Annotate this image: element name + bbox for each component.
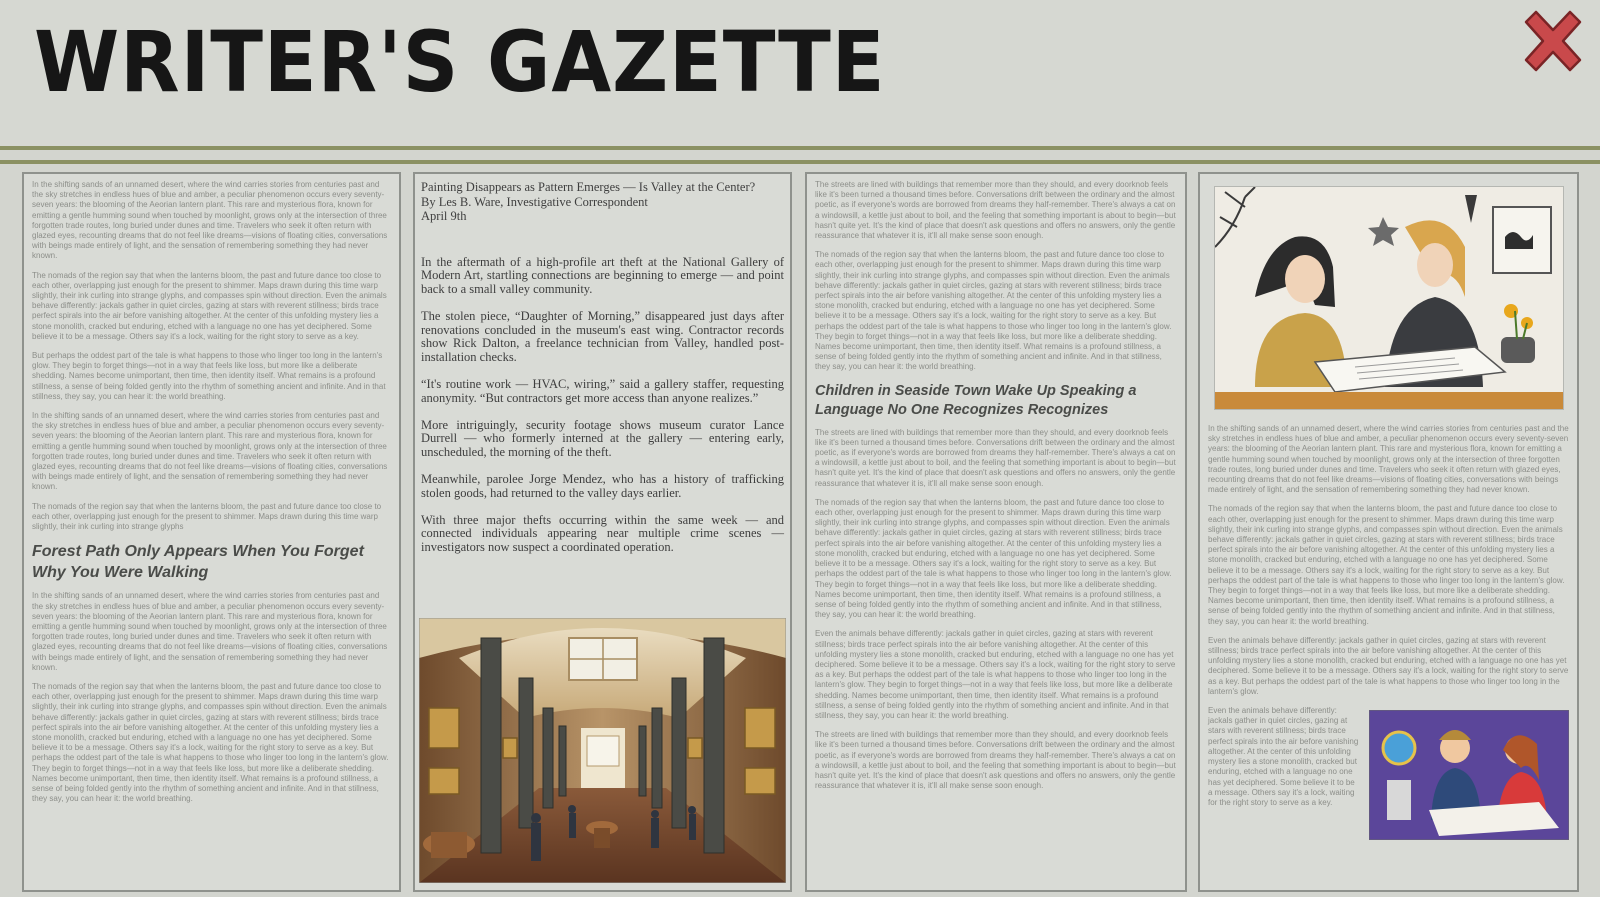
column-paragraph: Even the animals behave differently: jackals gather in quiet circles, gazing at stars with reverent stillness; birds trace perfect spirals into the air before vanishing altogether. At the center of this unfolding mystery lies a stone monolith, cracked but enduring, etched with a language no one has yet deciphered. Some believe it to be a message. Others say it's a lock, waiting for the right story to serve as a key. But perhaps the oddest part of the tale is what happens to those who linger too long in the lantern's glow. They begin to forget things—not in a way that feels like loss, but more like a deliberate shedding. Names become unimportant, then time, then identity itself. What remains is a profound stillness, a sense of being folded gently into the rhythm of something ancient and infinite. And in that stillness, they say, you can hear it: the world breathing.	[815, 629, 1176, 720]
column-paragraph: The nomads of the region say that when the lanterns bloom, the past and future dance too close to each other, overlapping just enough for the present to shimmer. Maps drawn during this time warp slightly, their ink curling into strange glyphs, and compasses spin without direction. Even the animals behave differently: jackals gather in quiet circles, gazing at stars with reverent stillness; birds trace perfect spirals into the air before vanishing altogether. At the center of this unfolding mystery lies a stone monolith, cracked but enduring, etched with a language no one has yet deciphered. Some believe it to be a message. Others say it's a lock, waiting for the right story to serve as a key. But perhaps the oddest part of the tale is what happens to those who linger too long in the lantern's glow. They begin to forget things—not in a way that feels like loss, but more like a deliberate shedding. Names become unimportant, then time, then identity itself. What remains is a profound stillness, a sense of being folded gently into the rhythm of something ancient and infinite. And in that stillness, they say, you can hear it: the world breathing.	[815, 497, 1172, 620]
close-x-icon	[1518, 8, 1588, 74]
column-paragraph: In the shifting sands of an unnamed desert, where the wind carries stories from centuries past and the sky stretches in endless hues of blue and amber, a peculiar phenomenon occurs every seventy-seven years: the blooming of the Aeorian lantern plant. This rare and mysterious flora, known for emitting a gentle humming sound when touched by moonlight, grows only at the intersection of three forgotten trade routes, long buried under dunes and time. Travelers who seek it often return with glazed eyes, recounting dreams that do not feel like dreams—visions of floating cities, conversations with beings made entirely of light, and the sensation of remembering something they had never known.	[32, 411, 388, 492]
column-paragraph: Even the animals behave differently: jackals gather in quiet circles, gazing at stars with reverent stillness; birds trace perfect spirals into the air before vanishing altogether. At the center of this unfolding mystery lies a stone monolith, cracked but enduring, etched with a language no one has yet deciphered. Some believe it to be a message. Others say it's a lock, waiting for the right story to serve as a key.	[1208, 706, 1359, 807]
column-right	[1198, 172, 1579, 892]
museum-gallery-image	[419, 618, 786, 883]
column-lead-article	[413, 172, 792, 892]
article-paragraph: “It's routine work — HVAC, wiring,” said a gallery staffer, requesting anonymity. “But contractors get more access than anyone realizes.”	[421, 377, 784, 405]
column-paragraph: The streets are lined with buildings that remember more than they should, and every doorknob feels like it's been turned a thousand times before. Conversations drift between the ordinary and the almost poetic, as if everyone's words are borrowed from dreams they half-remember. There's always a cat on a windowsill, a kettle just about to boil, and the feeling that something important is about to begin—but hasn't quite yet. It's the kind of place that doesn't ask questions and offers no answers, only the gentle reassurance that whatever it is, it'll all make sense soon enough.	[815, 180, 1176, 241]
column-paragraph: The streets are lined with buildings that remember more than they should, and every doorknob feels like it's been turned a thousand times before. Conversations drift between the ordinary and the almost poetic, as if everyone's words are borrowed from dreams they half-remember. There's always a cat on a windowsill, a kettle just about to boil, and the feeling that something important is about to begin—but hasn't quite yet. It's the kind of place that doesn't ask questions and offers no answers, only the gentle reassurance that whatever it is, it'll all make sense soon enough.	[815, 427, 1176, 488]
article-paragraph: The stolen piece, “Daughter of Morning,” disappeared just days after renovations concluded in the museum's east wing. Contractor records show Rick Dalton, a freelance technician from Valley, handled post-installation checks.	[421, 308, 784, 365]
column-paragraph: The nomads of the region say that when the lanterns bloom, the past and future dance too close to each other, overlapping just enough for the present to shimmer. Maps drawn during this time warp slightly, their ink curling into strange glyphs, and compasses spin without direction. Even the animals behave differently: jackals gather in quiet circles, gazing at stars with reverent stillness; birds trace perfect spirals into the air before vanishing altogether. At the center of this unfolding mystery lies a stone monolith, cracked but enduring, etched with a language no one has yet deciphered. Some believe it to be a message. Others say it's a lock, waiting for the right story to serve as a key. But perhaps the oddest part of the tale is what happens to those who linger too long in the lantern's glow. They begin to forget things—not in a way that feels like loss, but more like a deliberate shedding. Names become unimportant, then time, then identity itself. What remains is a profound stillness, a sense of being folded gently into the rhythm of something ancient and infinite. And in that stillness, they say, you can hear it: the world breathing.	[1208, 504, 1565, 626]
masthead-rule-bottom	[0, 160, 1600, 164]
column-center-right	[805, 172, 1187, 892]
column-paragraph: The nomads of the region say that when the lanterns bloom, the past and future dance too close to each other, overlapping just enough for the present to shimmer. Maps drawn during this time warp slightly, their ink curling into strange glyphs, and compasses spin without direction. Even the animals behave differently: jackals gather in quiet circles, gazing at stars with reverent stillness; birds trace perfect spirals into the air before vanishing altogether. At the center of this unfolding mystery lies a stone monolith, cracked but enduring, etched with a language no one has yet deciphered. Some believe it to be a message. Others say it's a lock, waiting for the right story to serve as a key. But perhaps the oddest part of the tale is what happens to those who linger too long in the lantern's glow. They begin to forget things—not in a way that feels like loss, but more like a deliberate shedding. Names become unimportant, then time, then identity itself. What remains is a profound stillness, a sense of being folded gently into the rhythm of something ancient and infinite. And in that stillness, they say, you can hear it: the world breathing.	[815, 250, 1172, 372]
story-subhead: Forest Path Only Appears When You Forget Why You Were Walking	[32, 543, 364, 582]
masthead-rule-top	[0, 146, 1600, 150]
article-date: April 9th	[421, 209, 467, 223]
article-paragraph: More intriguingly, security footage shows museum curator Lance Durrell — who formerly interned at the gallery — entering early, unscheduled, the morning of the theft.	[421, 417, 784, 460]
story-subhead: Children in Seaside Town Wake Up Speaking a Language No One Recognizes Recognizes	[815, 382, 1137, 418]
column-paragraph: The nomads of the region say that when the lanterns bloom, the past and future dance too close to each other, overlapping just enough for the present to shimmer. Maps drawn during this time warp slightly, their ink curling into strange glyphs, and compasses spin without direction. Even the animals behave differently: jackals gather in quiet circles, gazing at stars with reverent stillness; birds trace perfect spirals into the air before vanishing altogether. At the center of this unfolding mystery lies a stone monolith, cracked but enduring, etched with a language no one has yet deciphered. Some believe it to be a message. Others say it's a lock, waiting for the right story to serve as a key.	[32, 270, 387, 341]
column-paragraph: The streets are lined with buildings that remember more than they should, and every doorknob feels like it's been turned a thousand times before. Conversations drift between the ordinary and the almost poetic, as if everyone's words are borrowed from dreams they half-remember. There's always a cat on a windowsill, a kettle just about to boil, and the feeling that something important is about to begin—but hasn't quite yet. It's the kind of place that doesn't ask questions and offers no answers, only the gentle reassurance that whatever it is, it'll all make sense soon enough.	[815, 730, 1176, 791]
masthead-title: WRITER'S GAZETTE	[34, 13, 886, 111]
article-header	[421, 180, 784, 224]
article-headline: Painting Disappears as Pattern Emerges — Is Valley at the Center?	[421, 180, 756, 194]
article-byline: By Les B. Ware, Investigative Correspondent	[421, 194, 648, 209]
article-paragraph: With three major thefts occurring within the same week — and connected individuals appearing near multiple crime scenes — investigators now suspect a coordinated operation.	[421, 512, 784, 555]
students-studying-illustration	[1214, 186, 1564, 410]
column-left	[22, 172, 401, 892]
column-paragraph: In the shifting sands of an unnamed desert, where the wind carries stories from centuries past and the sky stretches in endless hues of blue and amber, a peculiar phenomenon occurs every seventy-seven years: the blooming of the Aeorian lantern plant. This rare and mysterious flora, known for emitting a gentle humming sound when touched by moonlight, grows only at the intersection of three forgotten trade routes, long buried under dunes and time. Travelers who seek it often return with glazed eyes, recounting dreams that do not feel like dreams—visions of floating cities, conversations with beings made entirely of light, and the sensation of remembering something they had never known.	[32, 180, 388, 261]
close-button[interactable]	[1518, 8, 1588, 74]
column-paragraph: In the shifting sands of an unnamed desert, where the wind carries stories from centuries past and the sky stretches in endless hues of blue and amber, a peculiar phenomenon occurs every seventy-seven years: the blooming of the Aeorian lantern plant. This rare and mysterious flora, known for emitting a gentle humming sound when touched by moonlight, grows only at the intersection of three forgotten trade routes, long buried under dunes and time. Travelers who seek it often return with glazed eyes, recounting dreams that do not feel like dreams—visions of floating cities, conversations with beings made entirely of light, and the sensation of remembering something they had never known.	[1208, 424, 1569, 495]
column-paragraph: The nomads of the region say that when the lanterns bloom, the past and future dance too close to each other, overlapping just enough for the present to shimmer. Maps drawn during this time warp slightly, their ink curling into strange glyphs	[32, 501, 382, 532]
column-paragraph: In the shifting sands of an unnamed desert, where the wind carries stories from centuries past and the sky stretches in endless hues of blue and amber, a peculiar phenomenon occurs every seventy-seven years: the blooming of the Aeorian lantern plant. This rare and mysterious flora, known for emitting a gentle humming sound when touched by moonlight, grows only at the intersection of three forgotten trade routes, long buried under dunes and time. Travelers who seek it often return with glazed eyes, recounting dreams that do not feel like dreams—visions of floating cities, conversations with beings made entirely of light, and the sensation of remembering something they had never known.	[32, 591, 388, 672]
article-paragraph: In the aftermath of a high-profile art theft at the National Gallery of Modern Art, startling connections are beginning to emerge — and point back to a small valley community.	[421, 254, 784, 297]
colorful-study-illustration	[1369, 710, 1569, 840]
column-paragraph: But perhaps the oddest part of the tale is what happens to those who linger too long in the lantern's glow. They begin to forget things—not in a way that feels like loss, but more like a deliberate shedding. Names become unimportant, then time, then identity itself. What remains is a profound stillness, a sense of being folded gently into the rhythm of something ancient and infinite. And in that stillness, they say, you can hear it: the world breathing.	[32, 351, 386, 401]
column-paragraph: Even the animals behave differently: jackals gather in quiet circles, gazing at stars with reverent stillness; birds trace perfect spirals into the air before vanishing altogether. At the center of this unfolding mystery lies a stone monolith, cracked but enduring, etched with a language no one has yet deciphered. Some believe it to be a message. Others say it's a lock, waiting for the right story to serve as a key. But perhaps the oddest part of the tale is what happens to those who linger too long in the lantern's glow.	[1208, 635, 1569, 696]
column-paragraph: The nomads of the region say that when the lanterns bloom, the past and future dance too close to each other, overlapping just enough for the present to shimmer. Maps drawn during this time warp slightly, their ink curling into strange glyphs, and compasses spin without direction. Even the animals behave differently: jackals gather in quiet circles, gazing at stars with reverent stillness; birds trace perfect spirals into the air before vanishing altogether. At the center of this unfolding mystery lies a stone monolith, cracked but enduring, etched with a language no one has yet deciphered. Some believe it to be a message. Others say it's a lock, waiting for the right story to serve as a key. But perhaps the oddest part of the tale is what happens to those who linger too long in the lantern's glow. They begin to forget things—not in a way that feels like loss, but more like a deliberate shedding. Names become unimportant, then time, then identity itself. What remains is a profound stillness, a sense of being folded gently into the rhythm of something ancient and infinite. And in that stillness, they say, you can hear it: the world breathing.	[32, 681, 389, 804]
masthead	[0, 0, 1600, 150]
article-paragraph: Meanwhile, parolee Jorge Mendez, who has a history of trafficking stolen goods, had returned to the valley days earlier.	[421, 472, 784, 500]
